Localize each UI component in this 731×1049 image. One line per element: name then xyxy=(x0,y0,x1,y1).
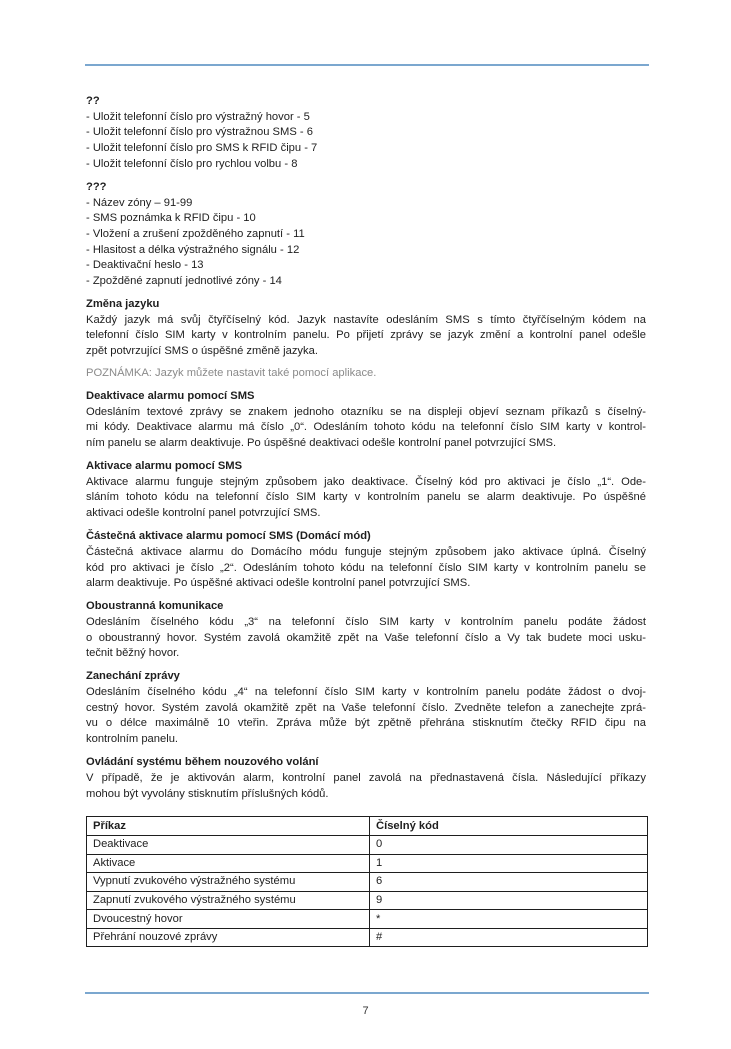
paragraph-line: sláním tohoto kódu na telefonní číslo SIM karty v kontrolním panelu se alarm deaktivuje. Po úspěšné xyxy=(86,491,646,504)
list-item: - SMS poznámka k RFID čipu - 10 xyxy=(86,212,256,225)
command-cell: Deaktivace xyxy=(87,835,370,854)
section xyxy=(86,389,646,452)
code-cell: * xyxy=(370,910,648,929)
paragraph-line: mohou být vyvolány stisknutím příslušných kódů. xyxy=(86,787,329,800)
table-row xyxy=(87,910,648,929)
paragraph-line: Aktivace alarmu funguje stejným způsobem jako deaktivace. Číselný kód pro aktivaci je číslo „1“. Ode- xyxy=(86,475,646,488)
table-header-row xyxy=(87,817,648,836)
section-title: Zanechání zprávy xyxy=(86,670,180,683)
list-item: - Zpožděné zapnutí jednotlivé zóny - 14 xyxy=(86,274,282,287)
section-title: Částečná aktivace alarmu pomocí SMS (Domácí mód) xyxy=(86,530,371,543)
table-row xyxy=(87,928,648,947)
footer-rule xyxy=(85,992,649,994)
list-item: - Uložit telefonní číslo pro rychlou volbu - 8 xyxy=(86,157,298,170)
command-cell: Vypnutí zvukového výstražného systému xyxy=(87,873,370,892)
section xyxy=(86,599,646,662)
paragraph-line: V případě, že je aktivován alarm, kontrolní panel zavolá na přednastavená čísla. Následující příkazy xyxy=(86,771,646,784)
section xyxy=(86,669,646,747)
section-title: Změna jazyku xyxy=(86,298,160,311)
command-cell: Přehrání nouzové zprávy xyxy=(87,928,370,947)
section xyxy=(86,755,646,802)
table-row xyxy=(87,873,648,892)
paragraph-line: ním panelu se alarm deaktivuje. Po úspěšné deaktivaci odešle kontrolní panel potvrzující SMS. xyxy=(86,436,557,449)
paragraph-line: aktivaci odešle kontrolní panel potvrzující SMS. xyxy=(86,507,321,520)
code-cell: 9 xyxy=(370,891,648,910)
paragraph-line: Odesláním textové zprávy se znakem jednoho otazníku se na displeji objeví seznam příkazů s číselný- xyxy=(86,405,646,418)
list-item: - Název zóny – 91-99 xyxy=(86,196,193,209)
paragraph-line: kód pro aktivaci je číslo „2“. Odesláním tohoto kódu na telefonní číslo SIM karty v kontrolním panelu se xyxy=(86,561,646,574)
paragraph-line: telefonní číslo SIM karty v kontrolním panelu. Po přijetí zprávy se jazyk změní a kontrolní panel odešle xyxy=(86,329,646,342)
paragraph-line: Odesláním číselného kódu „4“ na telefonní číslo SIM karty v kontrolním panelu podáte žádost o dvoj- xyxy=(86,686,646,699)
table-row xyxy=(87,835,648,854)
list-heading: ??? xyxy=(86,180,107,193)
command-cell: Zapnutí zvukového výstražného systému xyxy=(87,891,370,910)
list-heading: ?? xyxy=(86,95,100,107)
commands-table xyxy=(86,816,648,947)
list-item: - Hlasitost a délka výstražného signálu - 12 xyxy=(86,243,300,256)
code-cell: 0 xyxy=(370,835,648,854)
paragraph-line: Odesláním číselného kódu „3“ na telefonní číslo SIM karty v kontrolním panelu podáte žádost xyxy=(86,615,646,628)
paragraph-line: kontrolním panelu. xyxy=(86,733,179,746)
paragraph-line: cestný hovor. Systém zavolá okamžitě zpět na Vaše telefonní číslo. Zvedněte telefon a zanechejte zprá- xyxy=(86,701,646,714)
list-item: - Uložit telefonní číslo pro výstražný hovor - 5 xyxy=(86,110,310,123)
code-cell: 1 xyxy=(370,854,648,873)
page-number: 7 xyxy=(362,1005,369,1017)
code-cell: # xyxy=(370,928,648,947)
command-cell: Aktivace xyxy=(87,854,370,873)
section-title: Ovládání systému během nouzového volání xyxy=(86,756,319,769)
column-header: Číselný kód xyxy=(370,817,648,836)
paragraph-line: tečnit běžný hovor. xyxy=(86,647,180,660)
list-item: - Vložení a zrušení zpožděného zapnutí - 11 xyxy=(86,227,305,240)
paragraph-line: Každý jazyk má svůj čtyřčíselný kód. Jazyk nastavíte odesláním SMS s tímto čtyřčíselným kódem na xyxy=(86,313,646,326)
paragraph-line: alarm deaktivuje. Po úspěšné aktivaci odešle kontrolní panel potvrzující SMS. xyxy=(86,577,471,590)
command-list xyxy=(86,180,646,290)
column-header: Příkaz xyxy=(87,817,370,836)
section-title: Deaktivace alarmu pomocí SMS xyxy=(86,389,255,402)
command-list xyxy=(86,94,646,172)
table-row xyxy=(87,891,648,910)
section xyxy=(86,529,646,592)
section-title: Oboustranná komunikace xyxy=(86,600,224,613)
list-item: - Uložit telefonní číslo pro výstražnou SMS - 6 xyxy=(86,126,313,139)
note: POZNÁMKA: Jazyk můžete nastavit také pomocí aplikace. xyxy=(86,366,377,379)
command-cell: Dvoucestný hovor xyxy=(87,910,370,929)
section-title: Aktivace alarmu pomocí SMS xyxy=(86,460,243,472)
code-cell: 6 xyxy=(370,873,648,892)
list-item: - Uložit telefonní číslo pro SMS k RFID čipu - 7 xyxy=(86,142,318,155)
paragraph-line: vu o délce maximálně 10 vteřin. Zpráva může být zpětně přehrána stisknutím čtečky RFID čipu na xyxy=(86,717,646,730)
section xyxy=(86,459,646,522)
paragraph-line: Částečná aktivace alarmu do Domácího módu funguje stejným způsobem jako aktivace úplná. Číselný xyxy=(86,545,646,558)
section xyxy=(86,297,646,381)
list-item: - Deaktivační heslo - 13 xyxy=(86,259,204,272)
paragraph-line: mi kódy. Deaktivace alarmu má číslo „0“. Odesláním tohoto kódu na telefonní číslo SIM karty v kontrol- xyxy=(86,421,646,434)
paragraph-line: zpět potvrzující SMS o úspěšné změně jazyka. xyxy=(86,345,318,358)
page-content xyxy=(86,94,646,947)
header-rule xyxy=(85,64,649,66)
paragraph-line: o oboustranný hovor. Systém zavolá okamžitě zpět na Vaše telefonní číslo a Vy tak budete moci usku- xyxy=(86,631,646,644)
table-row xyxy=(87,854,648,873)
